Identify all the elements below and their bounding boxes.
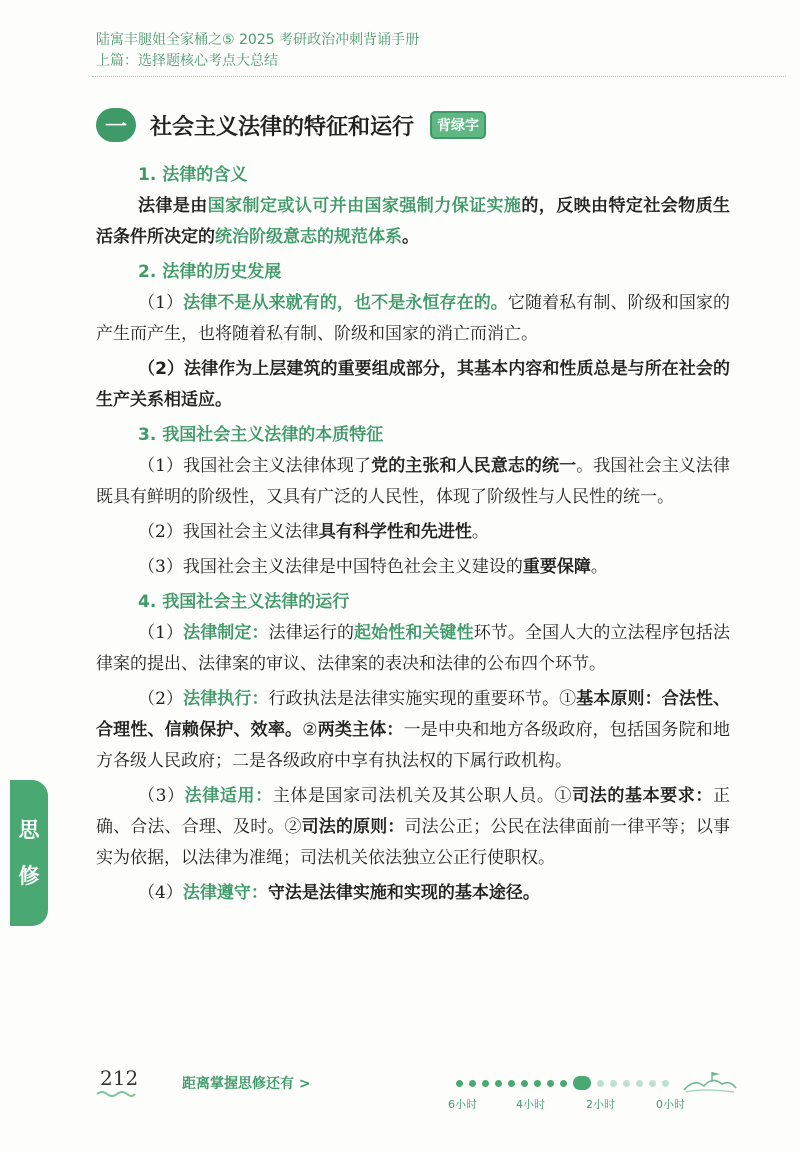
- paragraph: [96, 552, 730, 583]
- progress-dot: [482, 1080, 489, 1087]
- section-heading: [96, 104, 486, 146]
- progress-dot: [649, 1080, 656, 1087]
- text-span: 行政执法是法律实施实现的重要环节。①: [268, 689, 577, 709]
- progress-dot: [560, 1080, 567, 1087]
- page-number: 212: [100, 1066, 139, 1090]
- progress-dot: [610, 1080, 617, 1087]
- highlight-span: 法律不是从来就有的，也不是永恒存在的。: [183, 293, 508, 313]
- progress-dot: [547, 1080, 554, 1087]
- header-book-title: 陆寓丰腿姐全家桶之⑤ 2025 考研政治冲刺背诵手册: [96, 32, 420, 48]
- header-chapter: 上篇：选择题核心考点大总结: [96, 53, 278, 69]
- progress-dot: [469, 1080, 476, 1087]
- text-span: 正确、合法、合理、及时。②: [96, 786, 731, 837]
- progress-dot: [623, 1080, 630, 1087]
- text-span: （2）法律作为上层建筑的重要组成部分，其基本内容和性质总是与所在社会的生产关系相适应。: [96, 359, 730, 410]
- paragraph: [96, 684, 730, 777]
- text-span: （1）: [138, 293, 184, 313]
- text-span: 。: [402, 227, 419, 247]
- text-span: 法律运行的: [268, 623, 355, 643]
- paragraph: [96, 618, 730, 680]
- main-content: [96, 158, 730, 913]
- side-tab-char: 思: [18, 818, 40, 842]
- bold-span: 具有科学性和先进性: [318, 522, 472, 542]
- progress-tick-label: 0小时: [656, 1098, 685, 1111]
- text-span: 环节。全国人大的立法程序包括法律案的提出、法律案的审议、法律案的表决和法律的公布四个环节。: [96, 623, 731, 674]
- subject-side-tab: [10, 780, 48, 926]
- text-span: 法律是由: [138, 196, 208, 216]
- bold-span: 司法的基本要求：: [572, 786, 714, 806]
- text-span: （3）: [138, 786, 185, 806]
- text-span: 司法公正；公民在法律面前一律平等；以事实为依据，以法律为准绳；司法机关依法独立公正行使职权。: [96, 817, 731, 868]
- progress-tick-label: 6小时: [448, 1098, 477, 1111]
- highlight-span: 起始性和关键性: [354, 623, 474, 643]
- text-span: （2）: [138, 689, 184, 709]
- progress-dot: [456, 1080, 463, 1087]
- running-header: [96, 30, 419, 72]
- text-span: 。: [590, 557, 608, 577]
- footer-progress-label: 距离掌握思修还有 >: [182, 1076, 311, 1092]
- text-span: 一是中央和地方各级政府，包括国务院和地方各级人民政府；二是各级政府中享有执法权的下属行政机构。: [96, 720, 730, 771]
- text-span: 主体是国家司法机关及其公职人员。①: [272, 786, 573, 806]
- paragraph: [96, 288, 730, 350]
- paragraph: [96, 878, 730, 909]
- text-span: 。: [471, 522, 489, 542]
- progress-dot: [521, 1080, 528, 1087]
- progress-dot: [534, 1080, 541, 1087]
- subheading-4: 4. 我国社会主义法律的运行: [138, 592, 350, 612]
- subheading-1: 1. 法律的含义: [138, 165, 248, 185]
- paragraph: [96, 191, 730, 253]
- text-span: （2）我国社会主义法律: [138, 522, 319, 542]
- progress-dot: [495, 1080, 502, 1087]
- bold-span: 两类主体：: [317, 720, 404, 740]
- header-divider: [92, 76, 786, 77]
- paragraph: [96, 354, 730, 416]
- text-span: （3）我国社会主义法律是中国特色社会主义建设的: [138, 557, 523, 577]
- section-title: 社会主义法律的特征和运行: [150, 114, 415, 140]
- bold-span: 守法是法律实施和实现的基本途径。: [267, 883, 540, 903]
- progress-current-marker: [573, 1076, 591, 1090]
- bold-span: 党的主张和人民意志的统一: [371, 456, 577, 476]
- page-number-underline: [96, 1090, 136, 1098]
- text-span: 的，反映由特定社会物质生活条件所决定的: [96, 196, 731, 247]
- progress-dot: [508, 1080, 515, 1087]
- highlight-span: 法律适用：: [184, 786, 273, 806]
- progress-dots: [456, 1076, 675, 1090]
- section-number-badge: 一: [96, 108, 136, 142]
- progress-tick-label: 4小时: [516, 1098, 545, 1111]
- paragraph: [96, 517, 730, 548]
- bold-span: 重要保障: [522, 557, 591, 577]
- paragraph: [96, 451, 730, 513]
- progress-dot: [597, 1080, 604, 1087]
- text-span: （4）: [138, 883, 183, 903]
- side-tab-char: 修: [18, 864, 40, 888]
- highlight-span: 法律制定：: [183, 623, 269, 643]
- text-span: ②: [302, 720, 318, 740]
- subheading-2: 2. 法律的历史发展: [138, 262, 282, 282]
- text-span: 。我国社会主义法律既具有鲜明的阶级性，又具有广泛的人民性，体现了阶级性与人民性的统一。: [96, 456, 730, 507]
- progress-tracker: [450, 1068, 740, 1118]
- mountain-icon: [682, 1068, 738, 1094]
- progress-dot: [636, 1080, 643, 1087]
- progress-dot: [662, 1080, 669, 1087]
- text-span: 它随着私有制、阶级和国家的产生而产生，也将随着私有制、阶级和国家的消亡而消亡。: [96, 293, 731, 344]
- memorize-tag: 背绿字: [430, 111, 486, 139]
- progress-tick-label: 2小时: [586, 1098, 615, 1111]
- bold-span: 基本原则：合法性、合理性、信赖保护、效率。: [96, 689, 731, 740]
- subheading-3: 3. 我国社会主义法律的本质特征: [138, 425, 384, 445]
- highlight-span: 法律执行：: [183, 689, 269, 709]
- text-span: （1）我国社会主义法律体现了: [138, 456, 372, 476]
- highlight-span: 国家制定或认可并由国家强制力保证实施: [207, 196, 522, 216]
- text-span: （1）: [138, 623, 184, 643]
- bold-span: 司法的原则：: [301, 817, 405, 837]
- highlight-span: 统治阶级意志的规范体系: [215, 227, 402, 247]
- highlight-span: 法律遵守：: [182, 883, 268, 903]
- paragraph: [96, 781, 730, 874]
